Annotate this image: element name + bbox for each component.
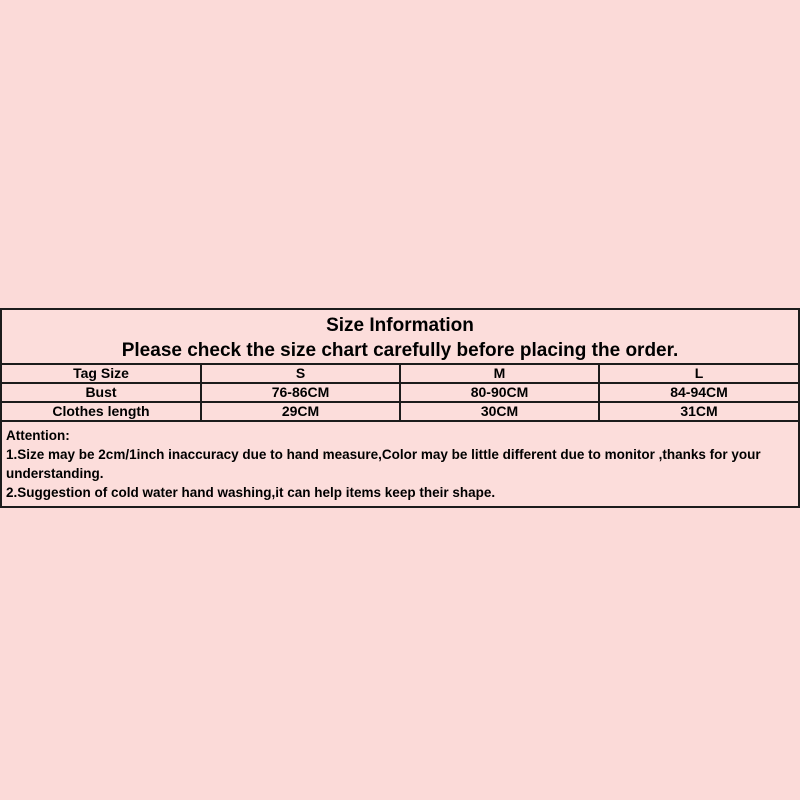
size-table [2, 363, 798, 422]
bust-value-s: 76-86CM [201, 383, 400, 402]
attention-section [2, 422, 798, 506]
header-cell-size-s: S [201, 364, 400, 383]
attention-note-2: 2.Suggestion of cold water hand washing,it can help items keep their shape. [6, 485, 496, 500]
bust-value-m: 80-90CM [400, 383, 599, 402]
row-label-bust: Bust [2, 383, 201, 402]
size-info-title: Size Information [326, 315, 474, 336]
size-panel-header [2, 310, 798, 363]
table-row-clothes-length [2, 402, 798, 421]
bust-value-l: 84-94CM [599, 383, 798, 402]
size-chart-subtitle: Please check the size chart carefully before placing the order. [121, 340, 679, 361]
size-info-panel [0, 308, 800, 508]
header-cell-size-m: M [400, 364, 599, 383]
attention-heading: Attention: [6, 428, 70, 443]
row-label-clothes-length: Clothes length [2, 402, 201, 421]
clothes-length-value-s: 29CM [201, 402, 400, 421]
size-table-header-row [2, 364, 798, 383]
clothes-length-value-l: 31CM [599, 402, 798, 421]
attention-note-1: 1.Size may be 2cm/1inch inaccuracy due to hand measure,Color may be little different due to monitor ,thanks for your understanding. [6, 447, 761, 481]
clothes-length-value-m: 30CM [400, 402, 599, 421]
header-cell-size-l: L [599, 364, 798, 383]
header-cell-tag-size: Tag Size [2, 364, 201, 383]
table-row-bust [2, 383, 798, 402]
